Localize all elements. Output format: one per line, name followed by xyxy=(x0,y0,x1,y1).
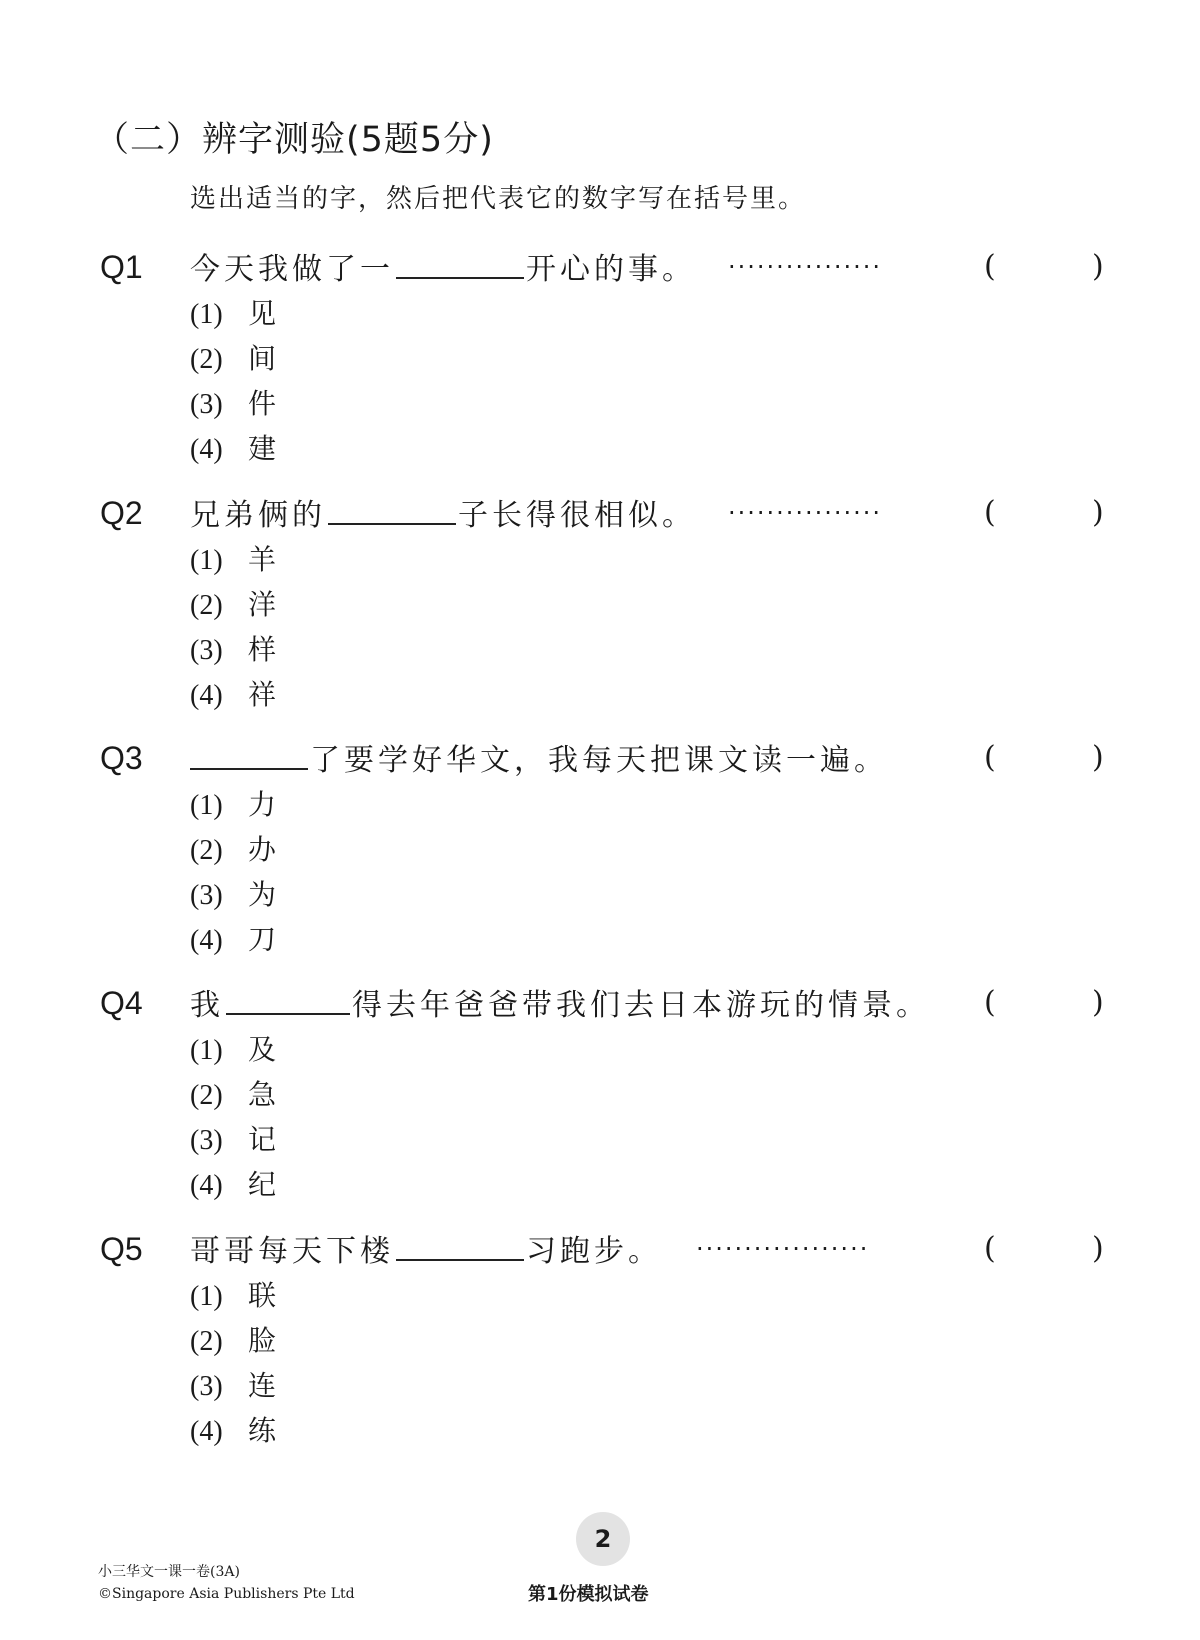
answer-blank xyxy=(396,1229,524,1261)
book-title: 小三华文一课一卷(3A) xyxy=(98,1564,240,1580)
section-title: （二）辨字测验(5题5分) xyxy=(94,120,494,160)
question-stem xyxy=(190,1229,662,1272)
options-list xyxy=(190,291,276,471)
option-number: (3) xyxy=(190,635,223,666)
option-number: (1) xyxy=(190,1035,223,1066)
option-number: (2) xyxy=(190,1080,223,1111)
question-4 xyxy=(0,983,1200,1213)
question-number: Q1 xyxy=(100,249,143,285)
options-list xyxy=(190,537,276,717)
option-1 xyxy=(190,1027,276,1072)
option-3 xyxy=(190,1117,276,1162)
option-number: (4) xyxy=(190,1170,223,1201)
option-char: 间 xyxy=(248,342,277,375)
option-2 xyxy=(190,1072,276,1117)
question-stem xyxy=(190,493,696,536)
leader-dots: ················ xyxy=(728,499,883,527)
question-5 xyxy=(0,1229,1200,1459)
option-3 xyxy=(190,627,276,672)
option-2 xyxy=(190,1318,276,1363)
option-number: (2) xyxy=(190,835,223,866)
option-number: (3) xyxy=(190,1371,223,1402)
option-char: 为 xyxy=(248,878,277,911)
answer-paren-open: ( xyxy=(984,1231,996,1266)
option-2 xyxy=(190,336,276,381)
option-char: 办 xyxy=(248,833,277,866)
option-4 xyxy=(190,1162,276,1207)
answer-blank xyxy=(328,493,456,525)
option-4 xyxy=(190,426,276,471)
stem-before: 哥哥每天下楼 xyxy=(190,1234,394,1269)
question-1 xyxy=(0,247,1200,477)
answer-paren-close: ) xyxy=(1092,740,1104,775)
question-number: Q4 xyxy=(100,985,143,1021)
answer-paren-open: ( xyxy=(984,495,996,530)
option-1 xyxy=(190,1273,276,1318)
option-number: (1) xyxy=(190,790,223,821)
option-number: (4) xyxy=(190,680,223,711)
answer-paren-close: ) xyxy=(1092,1231,1104,1266)
option-char: 羊 xyxy=(248,543,277,576)
option-number: (3) xyxy=(190,880,223,911)
option-char: 记 xyxy=(248,1123,277,1156)
footer-credits xyxy=(98,1561,355,1605)
option-number: (4) xyxy=(190,434,223,465)
option-3 xyxy=(190,872,276,917)
options-list xyxy=(190,1273,276,1453)
option-number: (3) xyxy=(190,389,223,420)
answer-paren-close: ) xyxy=(1092,495,1104,530)
option-1 xyxy=(190,782,276,827)
option-2 xyxy=(190,582,276,627)
option-char: 力 xyxy=(248,788,277,821)
option-number: (4) xyxy=(190,1416,223,1447)
question-3 xyxy=(0,738,1200,968)
option-number: (2) xyxy=(190,344,223,375)
option-1 xyxy=(190,291,276,336)
option-number: (2) xyxy=(190,1326,223,1357)
answer-paren-open: ( xyxy=(984,249,996,284)
option-number: (1) xyxy=(190,299,223,330)
option-2 xyxy=(190,827,276,872)
option-char: 样 xyxy=(248,633,277,666)
option-char: 及 xyxy=(248,1033,277,1066)
stem-after: 习跑步。 xyxy=(526,1234,662,1269)
stem-after: 得去年爸爸带我们去日本游玩的情景。 xyxy=(352,988,930,1023)
answer-blank xyxy=(190,738,308,770)
copyright-text: ©Singapore Asia Publishers Pte Ltd xyxy=(98,1586,355,1602)
option-char: 见 xyxy=(248,297,277,330)
option-char: 刀 xyxy=(248,923,277,956)
option-char: 脸 xyxy=(248,1324,277,1357)
stem-after: 了要学好华文，我每天把课文读一遍。 xyxy=(310,743,888,778)
stem-before: 今天我做了一 xyxy=(190,252,394,287)
question-stem xyxy=(190,983,930,1026)
option-char: 件 xyxy=(248,387,277,420)
option-number: (4) xyxy=(190,925,223,956)
answer-paren-close: ) xyxy=(1092,249,1104,284)
question-stem xyxy=(190,738,888,781)
page-number: 2 xyxy=(576,1512,630,1566)
paper-title: 第1份模拟试卷 xyxy=(528,1584,649,1605)
options-list xyxy=(190,1027,276,1207)
leader-dots: ················ xyxy=(728,253,883,281)
option-number: (3) xyxy=(190,1125,223,1156)
option-3 xyxy=(190,381,276,426)
option-3 xyxy=(190,1363,276,1408)
option-number: (1) xyxy=(190,545,223,576)
leader-dots: ·················· xyxy=(696,1235,870,1263)
option-char: 洋 xyxy=(248,588,277,621)
answer-blank xyxy=(226,983,350,1015)
section-instruction: 选出适当的字，然后把代表它的数字写在括号里。 xyxy=(190,184,807,214)
answer-paren-close: ) xyxy=(1092,985,1104,1020)
option-4 xyxy=(190,1408,276,1453)
answer-blank xyxy=(396,247,524,279)
option-char: 急 xyxy=(248,1078,277,1111)
option-char: 练 xyxy=(248,1414,277,1447)
option-number: (2) xyxy=(190,590,223,621)
option-1 xyxy=(190,537,276,582)
stem-before: 我 xyxy=(190,988,224,1023)
stem-after: 子长得很相似。 xyxy=(458,498,696,533)
stem-before: 兄弟俩的 xyxy=(190,498,326,533)
stem-after: 开心的事。 xyxy=(526,252,696,287)
option-char: 建 xyxy=(248,432,277,465)
option-4 xyxy=(190,917,276,962)
question-number: Q5 xyxy=(100,1231,143,1267)
option-char: 联 xyxy=(248,1279,277,1312)
option-char: 纪 xyxy=(248,1168,277,1201)
option-number: (1) xyxy=(190,1281,223,1312)
option-char: 祥 xyxy=(248,678,277,711)
question-2 xyxy=(0,493,1200,723)
question-stem xyxy=(190,247,696,290)
answer-paren-open: ( xyxy=(984,985,996,1020)
options-list xyxy=(190,782,276,962)
question-number: Q2 xyxy=(100,495,143,531)
option-4 xyxy=(190,672,276,717)
question-number: Q3 xyxy=(100,740,143,776)
option-char: 连 xyxy=(248,1369,277,1402)
answer-paren-open: ( xyxy=(984,740,996,775)
